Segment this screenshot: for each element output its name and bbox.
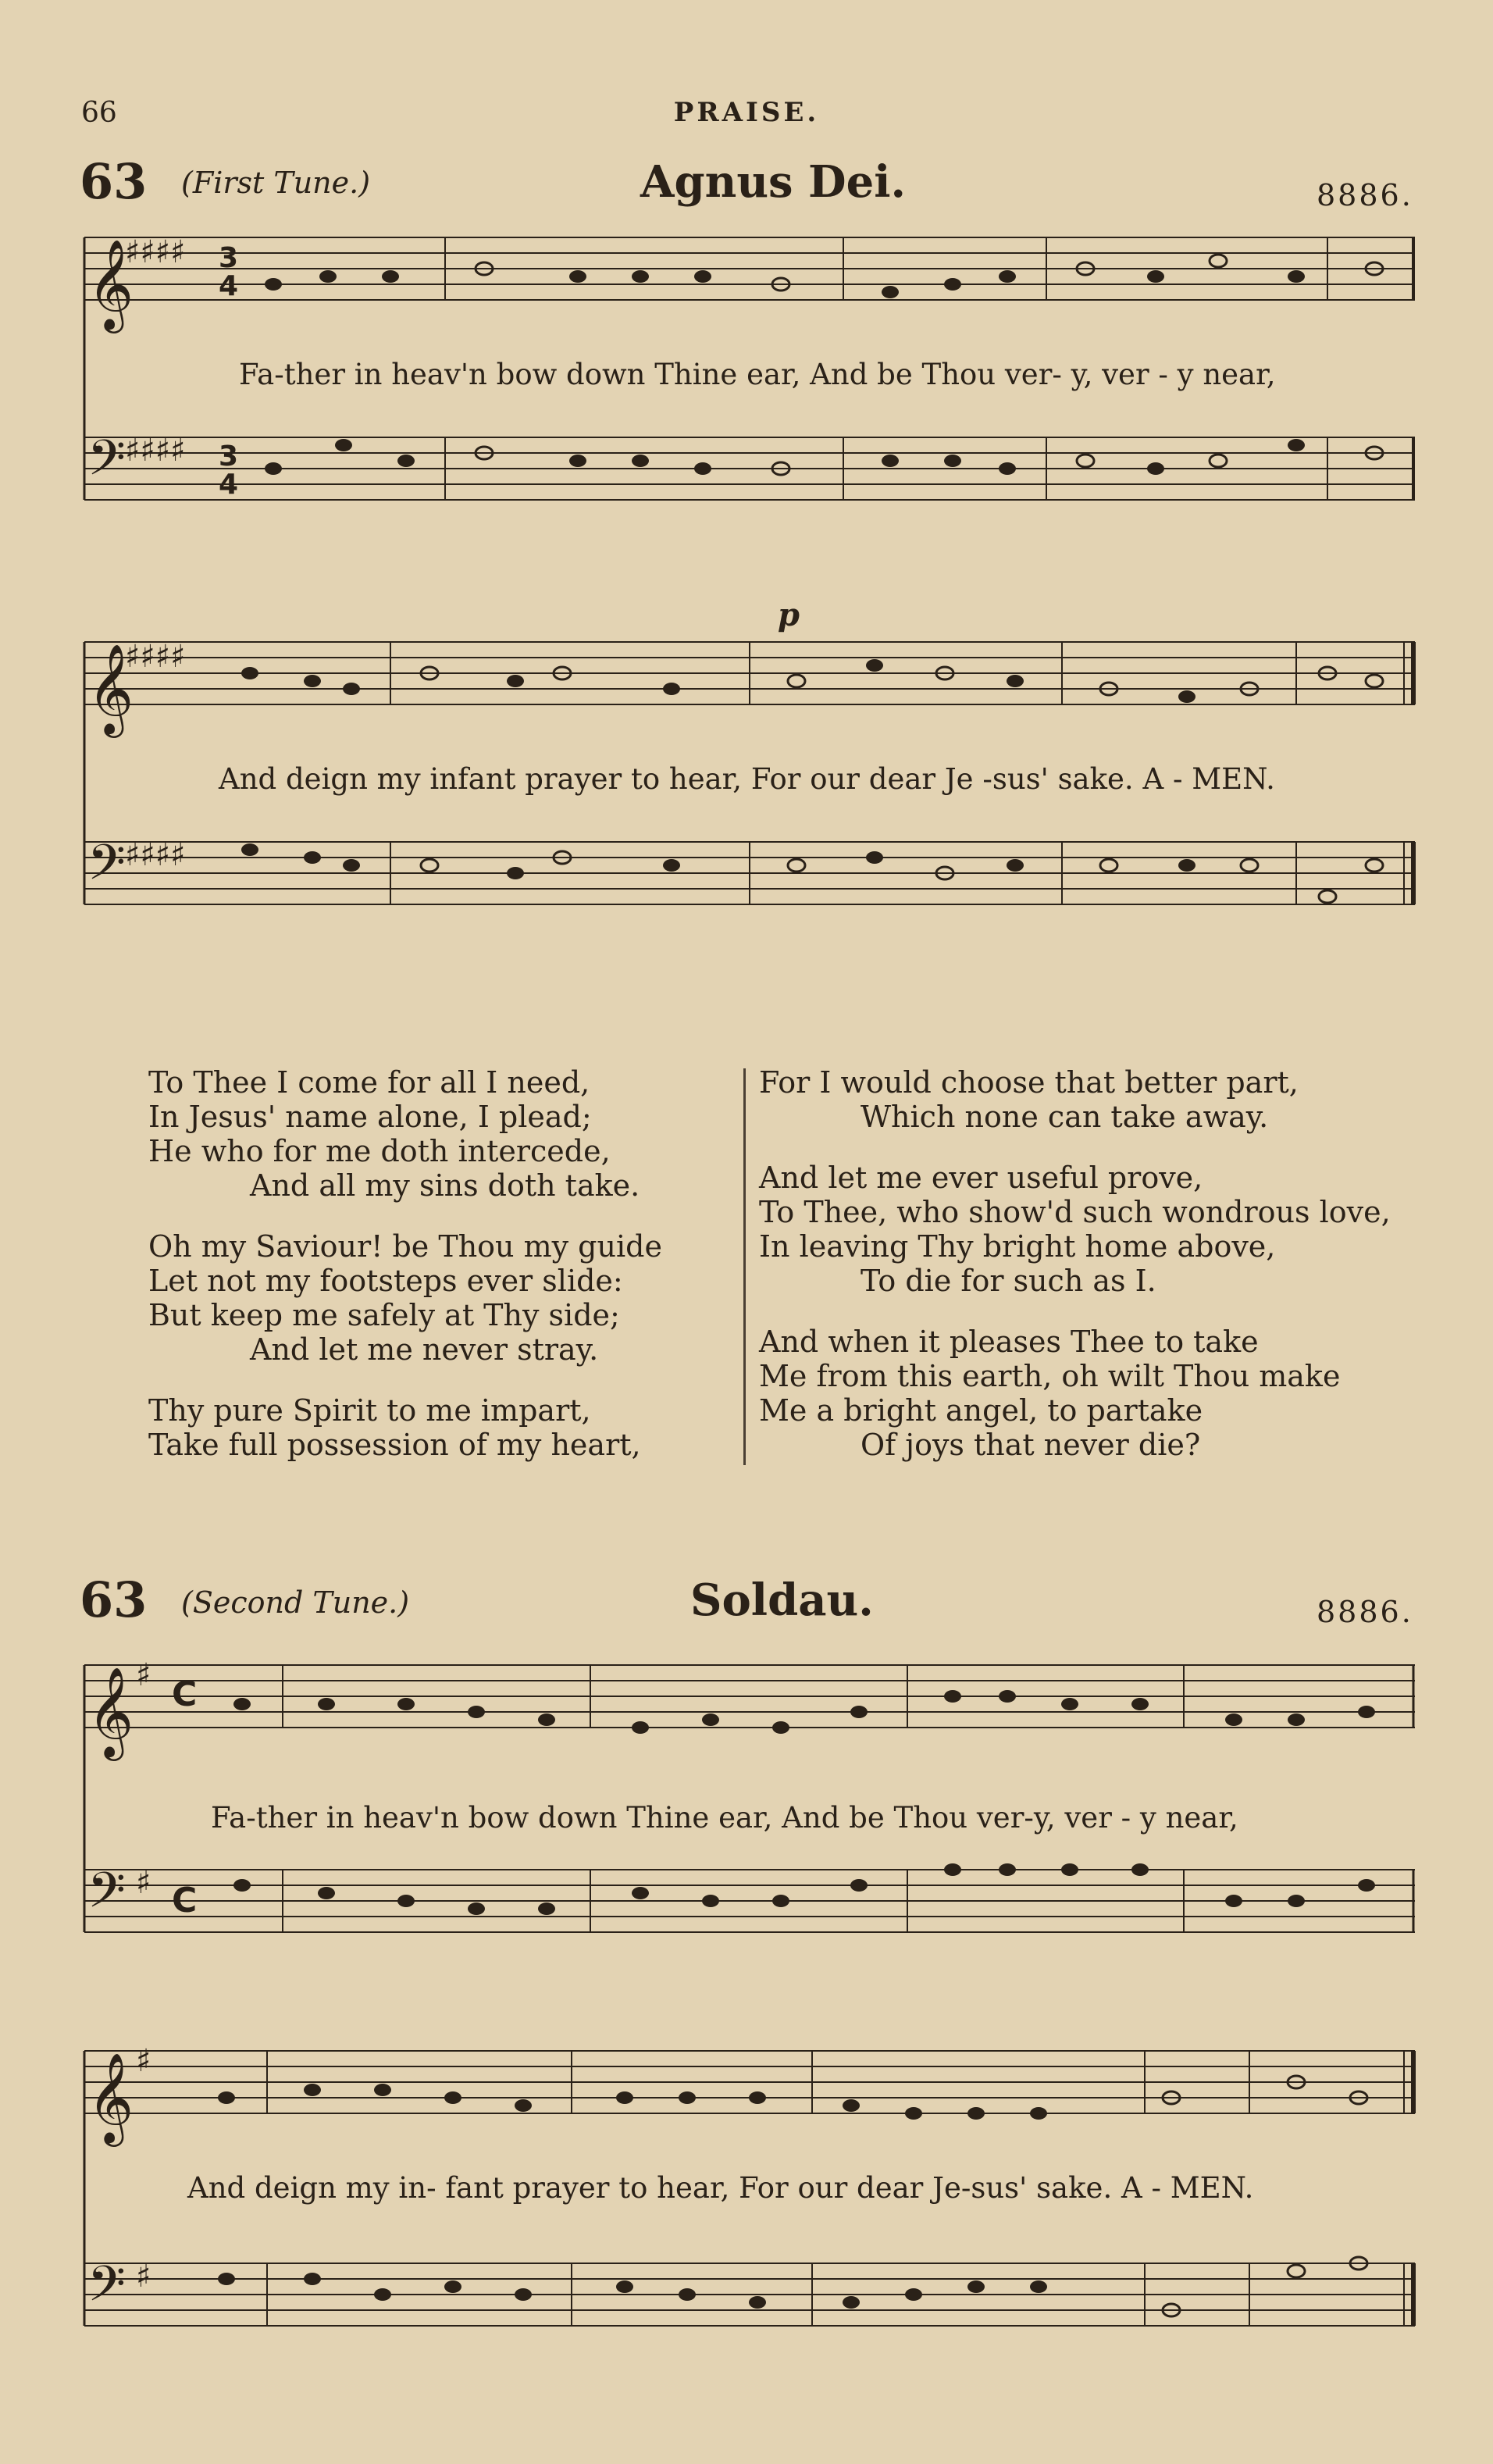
tune-label: (First Tune.) [181, 166, 371, 200]
svg-text:♯: ♯ [136, 2259, 151, 2295]
stanza [759, 1161, 1391, 1298]
music-system-4 [78, 2040, 1418, 2384]
verse-line: He who for me doth intercede, [148, 1134, 611, 1168]
svg-text:♯: ♯ [136, 1657, 151, 1693]
meter: 8886. [1317, 1595, 1413, 1629]
svg-text:3: 3 [219, 242, 239, 274]
verse-line: And when it pleases Thee to take [759, 1325, 1259, 1359]
svg-text:3: 3 [219, 440, 239, 472]
svg-text:♯♯♯♯: ♯♯♯♯ [125, 433, 186, 469]
verse-line: And all my sins doth take. [250, 1168, 640, 1203]
stanza [148, 1393, 662, 1462]
svg-text:𝄢: 𝄢 [87, 833, 126, 903]
lyrics-line: And deign my infant prayer to hear, For our dear Je -sus' sake. A - MEN. [219, 762, 1275, 796]
svg-text:C: C [172, 1674, 198, 1714]
verse-line: To Thee, who show'd such wondrous love, [759, 1195, 1391, 1229]
music-system-1 [78, 226, 1418, 539]
hymn-number: 63 [80, 1571, 148, 1628]
hymn-number: 63 [80, 153, 148, 210]
lyrics-line: Fa-ther in heav'n bow down Thine ear, And be Thou ver-y, ver - y near, [211, 1801, 1238, 1835]
verse-line: Let not my footsteps ever slide: [148, 1264, 623, 1298]
svg-text:𝄢: 𝄢 [87, 429, 126, 498]
column-divider [743, 1068, 746, 1465]
svg-text:𝄞: 𝄞 [87, 2052, 134, 2143]
verse-line: But keep me safely at Thy side; [148, 1298, 620, 1332]
section-title: PRAISE. [673, 97, 820, 128]
svg-text:C: C [172, 1881, 198, 1920]
svg-text:𝄞: 𝄞 [87, 643, 134, 734]
verse-line: And let me never stray. [250, 1332, 599, 1367]
stanza [759, 1065, 1391, 1134]
verse-line: To Thee I come for all I need, [148, 1065, 590, 1100]
verse-line: Which none can take away. [861, 1100, 1269, 1134]
svg-text:𝄞: 𝄞 [87, 1666, 134, 1757]
verse-line: In leaving Thy bright home above, [759, 1229, 1276, 1264]
svg-text:4: 4 [219, 270, 239, 302]
svg-text:𝄢: 𝄢 [87, 2255, 126, 2324]
svg-text:𝄞: 𝄞 [87, 238, 134, 330]
verse-line: Take full possession of my heart, [148, 1428, 641, 1462]
svg-text:♯♯♯♯: ♯♯♯♯ [125, 639, 186, 675]
stanza [148, 1065, 662, 1203]
verse-line: In Jesus' name alone, I plead; [148, 1100, 592, 1134]
verse-line: To die for such as I. [861, 1264, 1156, 1298]
svg-text:4: 4 [219, 469, 239, 501]
svg-text:♯♯♯♯: ♯♯♯♯ [125, 837, 186, 873]
stanza [148, 1229, 662, 1367]
page-number: 66 [81, 97, 117, 129]
lyrics-line: Fa-ther in heav'n bow down Thine ear, And be Thou ver- y, ver - y near, [239, 358, 1276, 391]
tune-name: Agnus Dei. [640, 156, 907, 208]
svg-text:♯: ♯ [136, 1865, 151, 1901]
svg-text:♯: ♯ [136, 2043, 151, 2079]
stanza [759, 1325, 1391, 1462]
music-system-2 [78, 597, 1418, 959]
staff-graphic [78, 2040, 1418, 2384]
tune-label: (Second Tune.) [181, 1585, 410, 1620]
verse-line: Oh my Saviour! be Thou my guide [148, 1229, 662, 1264]
lyrics-line: And deign my in- fant prayer to hear, For our dear Je-sus' sake. A - MEN. [187, 2171, 1254, 2205]
verse-line: Thy pure Spirit to me impart, [148, 1393, 591, 1428]
verse-line: Me a bright angel, to partake [759, 1393, 1203, 1428]
music-system-3 [78, 1654, 1418, 1998]
verse-line: Of joys that never die? [861, 1428, 1201, 1462]
svg-text:𝄢: 𝄢 [87, 1861, 126, 1931]
svg-text:♯♯♯♯: ♯♯♯♯ [125, 234, 186, 270]
verse-line: And let me ever useful prove, [759, 1161, 1203, 1195]
verse-line: Me from this earth, oh wilt Thou make [759, 1359, 1341, 1393]
verse-line: For I would choose that better part, [759, 1065, 1299, 1100]
tune-name: Soldau. [690, 1574, 874, 1626]
meter: 8886. [1317, 178, 1413, 212]
verses-left-column [148, 1065, 662, 1489]
dynamic-marking: p [778, 597, 800, 633]
verses-right-column [759, 1065, 1391, 1489]
